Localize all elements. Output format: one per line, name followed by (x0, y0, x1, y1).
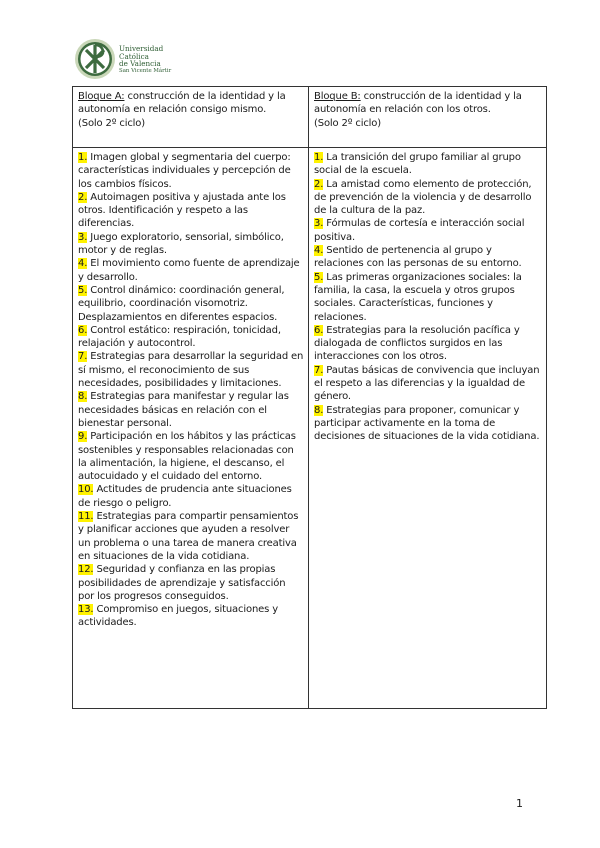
university-name (119, 45, 171, 75)
item-number: 6. (314, 324, 324, 336)
list-item (78, 191, 304, 231)
item-number: 1. (314, 152, 324, 163)
item-text: La transición del grupo familiar al grupo social de la escuela. (314, 152, 521, 177)
logo-line-1: Universidad (119, 44, 164, 53)
content-row (73, 148, 547, 709)
block-a-header (73, 87, 309, 148)
item-number: 8. (314, 404, 324, 416)
list-item (78, 284, 304, 324)
item-text: Autoimagen positiva y ajustada ante los otros. Identificación y respeto a las diferencias. (78, 191, 286, 230)
item-number: 4. (314, 245, 324, 257)
list-item (78, 430, 304, 483)
block-a-contents (73, 148, 309, 709)
list-item (78, 563, 304, 603)
list-item (78, 510, 304, 563)
list-item (78, 231, 304, 258)
list-item (314, 324, 542, 364)
logo-line-2: Católica (119, 51, 149, 61)
item-text: Estrategias para compartir pensamientos y planificar acciones que ayuden a resolver un problema o una tarea de manera creativa en situaciones de la vida cotidiana. (78, 511, 299, 562)
list-item (314, 217, 542, 244)
item-text: Sentido de pertenencia al grupo y relaciones con las personas de su entorno. (314, 245, 522, 270)
block-b-header (309, 87, 547, 148)
list-item (314, 271, 542, 324)
list-item (314, 178, 542, 218)
logo-line-3: de Valencia (119, 59, 161, 69)
block-a-note: (Solo 2º ciclo) (78, 117, 146, 129)
item-number: 11. (78, 511, 94, 523)
content-blocks-table (72, 86, 547, 709)
item-text: Participación en los hábitos y las prácticas sostenibles y responsables relacionadas con la alimentación, la higiene, el descanso, el autocuidado y el cuidado del entorno. (78, 431, 296, 483)
list-item (78, 324, 304, 351)
list-item (314, 364, 542, 404)
item-number: 8. (78, 391, 88, 403)
item-text: Juego exploratorio, sensorial, simbólico, motor y de reglas. (78, 231, 284, 257)
item-text: Imagen global y segmentaria del cuerpo: características individuales y percepción de los cambios físicos. (78, 152, 291, 190)
header-row (73, 87, 547, 148)
item-text: Seguridad y confianza en las propias posibilidades de aprendizaje y satisfacción por los progresos conseguidos. (78, 564, 286, 602)
list-item (78, 350, 304, 390)
list-item (78, 151, 304, 191)
item-number: 3. (314, 218, 324, 230)
university-emblem-icon (74, 38, 116, 80)
item-text: Compromiso en juegos, situaciones y actividades. (78, 604, 279, 629)
item-number: 2. (314, 178, 324, 190)
item-number: 5. (314, 271, 324, 283)
item-text: Control estático: respiración, tonicidad, relajación y autocontrol. (78, 324, 281, 350)
item-number: 3. (78, 231, 88, 243)
list-item (78, 483, 304, 510)
list-item (314, 404, 542, 444)
list-item (314, 244, 542, 271)
block-b-name: Bloque B: (314, 91, 361, 102)
item-number: 9. (78, 431, 88, 443)
item-number: 12. (78, 564, 94, 576)
item-text: Estrategias para manifestar y regular las necesidades básicas en relación con el bienestar personal. (78, 391, 289, 429)
list-item (78, 257, 304, 284)
list-item (78, 390, 304, 430)
list-item (314, 151, 542, 178)
item-text: Actitudes de prudencia ante situaciones de riesgo o peligro. (78, 484, 292, 509)
item-number: 7. (78, 351, 88, 363)
item-text: Estrategias para la resolución pacífica y dialogada de conflictos surgidos en las interacciones con los otros. (314, 324, 520, 363)
item-number: 2. (78, 191, 88, 203)
block-a-name: Bloque A: (78, 91, 125, 102)
page-number: 1 (516, 797, 523, 810)
item-text: Fórmulas de cortesía e interacción social positiva. (314, 218, 525, 243)
item-text: El movimiento como fuente de aprendizaje y desarrollo. (78, 258, 300, 283)
item-text: La amistad como elemento de protección, de prevención de la violencia y de desarrollo de la cultura de la paz. (314, 178, 532, 217)
block-b-title: construcción de la identidad y la autonomía en relación con los otros. (314, 91, 522, 116)
item-text: Control dinámico: coordinación general, equilibrio, coordinación visomotriz. Desplazamientos en diferentes espacios. (78, 284, 285, 323)
list-item (78, 603, 304, 630)
logo-line-4: San Vicente Mártir (119, 67, 172, 74)
block-b-note: (Solo 2º ciclo) (314, 117, 382, 129)
item-number: 1. (78, 152, 88, 163)
item-text: Estrategias para desarrollar la seguridad en sí mismo, el reconocimiento de sus necesidades, posibilidades y limitaciones. (78, 351, 304, 390)
item-number: 6. (78, 324, 88, 336)
block-b-contents (309, 148, 547, 709)
item-text: Pautas básicas de convivencia que incluyan el respeto a las diferencias y la igualdad de género. (314, 364, 540, 403)
block-a-title: construcción de la identidad y la autonomía en relación consigo mismo. (78, 91, 286, 116)
item-number: 4. (78, 258, 88, 270)
item-number: 10. (78, 484, 94, 496)
item-number: 5. (78, 284, 88, 296)
university-logo (74, 38, 174, 80)
item-text: Estrategias para proponer, comunicar y participar activamente en la toma de decisiones de situaciones de la vida cotidiana. (314, 404, 540, 443)
item-number: 7. (314, 364, 324, 376)
item-number: 13. (78, 604, 94, 616)
item-text: Las primeras organizaciones sociales: la familia, la casa, la escuela y otros grupos sociales. Características, funciones y relaciones. (314, 271, 522, 323)
